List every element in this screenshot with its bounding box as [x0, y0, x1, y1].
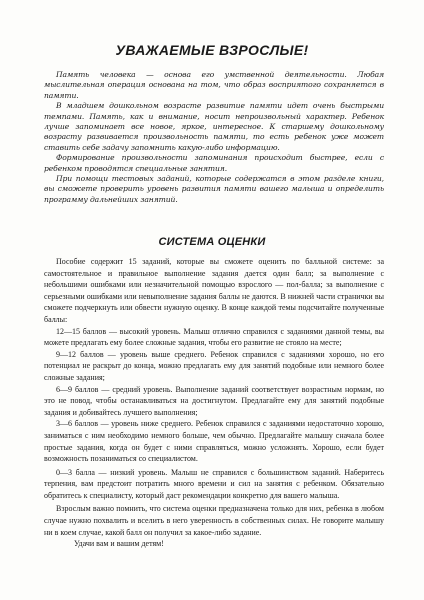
- score-level-paragraph: 6—9 баллов — средний уровень. Выполнение заданий соответствует возрастным нормам, но это не повод, чтобы останавливаться на достигнутом. Предлагайте ему для занятий подобные задания и добивайтесь лучшего выполнения;: [44, 384, 384, 417]
- score-level-paragraph: 0—3 балла — низкий уровень. Малыш не справился с большинством заданий. Наберитесь терпения, вам предстоит потратить много времени и сил на занятия с ребенком. Обязательно обратитесь к специалисту, который даст рекомендации конкретно для вашего малыша.: [44, 467, 384, 500]
- body-paragraph: Взрослым важно помнить, что система оценки предназначена только для них, ребенка в любом случае нужно похвалить и вселить в него уверенность в собственных силах. Не говорите малышу ни в коем случае, какой балл он получил за какое-либо задание.: [44, 504, 384, 537]
- score-level-paragraph: 3—6 баллов — уровень ниже среднего. Ребенок справился с заданиями недостаточно хорошо, заниматься с ним необходимо немного больше, чем обычно. Предлагайте малышу сначала более простые задания, когда он будет с ними справляться, можно усложнять. Хорошо, если будет возможность позаниматься со специалистом.: [44, 419, 384, 464]
- intro-paragraph: Память человека — основа его умственной деятельности. Любая мыслительная операция основана на том, что образ восприятого сохраняется в памяти.: [44, 70, 384, 100]
- body-text: [44, 256, 384, 550]
- body-paragraph: Пособие содержит 15 заданий, которые вы сможете оценить по балльной системе: за самостоятельное и правильное выполнение задания дается один балл; за выполнение с небольшими ошибками или незначительной помощью взрослого — пол-балла; за выполнение с серьезными ошибками или невыполнение задания баллы не даются. В нижней части странички вы сможете подчеркнуть или обвести нужную оценку. В конце каждой темы подсчитайте полученные баллы:: [44, 257, 384, 324]
- intro-text: [44, 70, 384, 205]
- section-title: СИСТЕМА ОЦЕНКИ: [158, 236, 266, 248]
- intro-paragraph: В младшем дошкольном возрасте развитие памяти идет очень быстрыми темпами. Память, как и внимание, носит непроизвольный характер. Ребенок лучше запоминает все новое, яркое, интересное. К старшему дошкольному возрасту развивается произвольность памяти, то есть ребенок уже может ставить себе задачу запомнить какую-либо информацию.: [44, 101, 384, 152]
- intro-paragraph: Формирование произвольности запоминания происходит быстрее, если с ребенком проводятся специальные занятия.: [44, 153, 384, 173]
- closing-line: Удачи вам и вашим детям!: [74, 539, 164, 549]
- score-level-paragraph: 12—15 баллов — высокий уровень. Малыш отлично справился с заданиями данной темы, вы можете предлагать ему более сложные задания, чтобы его развитие не стояло на месте;: [44, 326, 384, 348]
- page-title: УВАЖАЕМЫЕ ВЗРОСЛЫЕ!: [115, 42, 309, 58]
- intro-paragraph: При помощи тестовых заданий, которые содержатся в этом разделе книги, вы сможете проверить уровень развития памяти вашего малыша и определить программу дальнейших занятий.: [44, 174, 384, 204]
- score-level-paragraph: 9—12 баллов — уровень выше среднего. Ребенок справился с заданиями хорошо, но его потенциал не раскрыт до конца, можно предлагать ему для занятий подобные или немного более сложные задания;: [44, 349, 384, 382]
